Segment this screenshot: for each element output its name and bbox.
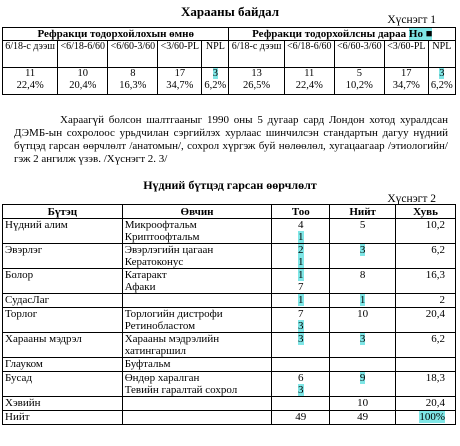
disease-cell [122, 397, 272, 411]
table-row [3, 411, 456, 425]
table1-right-header: <3/60-PL [384, 41, 428, 68]
table1-left-cell: 11 22,4% [3, 68, 58, 95]
total-cell [330, 358, 396, 372]
table1-left-header: <6/60-3/60 [108, 41, 158, 68]
table1-left-header: 6/18-с дээш [3, 41, 58, 68]
total-cell: 9 [330, 372, 396, 397]
table1-group-right: Рефракци тодорхойлсны дараа Но ■ [229, 28, 456, 41]
count-cell [272, 397, 330, 411]
table1-right-cell: 13 26,5% [229, 68, 284, 95]
structure-cell: Глауком [3, 358, 123, 372]
structure-cell: Хэвийн [3, 397, 123, 411]
table-row [3, 358, 456, 372]
count-cell: 4 1 [272, 219, 330, 244]
disease-cell [122, 294, 272, 308]
total-cell: 1 [330, 294, 396, 308]
percent-cell: 20,4 [396, 397, 456, 411]
total-cell: 10 [330, 397, 396, 411]
structure-cell: СудасЛаг [3, 294, 123, 308]
percent-cell [396, 358, 456, 372]
page-title: Харааны байдал [181, 4, 279, 19]
table1-right-cell: 17 34,7% [384, 68, 428, 95]
table-row [3, 294, 456, 308]
table1-left-cell: 10 20,4% [58, 68, 108, 95]
table-row [3, 308, 456, 333]
table-row [3, 372, 456, 397]
table-row [3, 269, 456, 294]
structure-cell: Торлог [3, 308, 123, 333]
table1-left-cell: 8 16,3% [108, 68, 158, 95]
table2-header: Тоо [272, 205, 330, 219]
total-cell: 8 [330, 269, 396, 294]
table1-right-cell: 5 10,2% [334, 68, 384, 95]
refraction-table [2, 27, 456, 95]
percent-cell: 100% [396, 411, 456, 425]
percent-cell: 18,3 [396, 372, 456, 397]
count-cell: 2 1 [272, 244, 330, 269]
table2-header: Нийт [330, 205, 396, 219]
table1-left-cell: 17 34,7% [158, 68, 202, 95]
table1-number: Хүснэгт 1 [387, 14, 436, 26]
disease-cell: Өндөр харалган Тевийн гаралтай сохрол [122, 372, 272, 397]
total-cell: 10 [330, 308, 396, 333]
table-row [3, 397, 456, 411]
table-row [3, 333, 456, 358]
disease-cell [122, 411, 272, 425]
table1-right-header: <6/60-3/60 [334, 41, 384, 68]
table1-right-header: 6/18-с дээш [229, 41, 284, 68]
table-row [3, 219, 456, 244]
table2-header: Хувь [396, 205, 456, 219]
disease-cell: Эвэрлэгийн цагаан Кератоконус [122, 244, 272, 269]
percent-cell: 6,2 [396, 333, 456, 358]
count-cell: 6 3 [272, 372, 330, 397]
count-cell: 1 [272, 294, 330, 308]
table2-header: Өвчин [122, 205, 272, 219]
percent-cell: 16,3 [396, 269, 456, 294]
table1-left-header: <6/18-6/60 [58, 41, 108, 68]
percent-cell: 10,2 [396, 219, 456, 244]
section-subtitle: Нүдний бүтцэд гарсан өөрчлөлт [143, 178, 317, 192]
table1-right-cell: 3 6,2% [428, 68, 455, 95]
total-cell: 3 [330, 333, 396, 358]
percent-cell: 2 [396, 294, 456, 308]
structure-cell: Нүдний алим [3, 219, 123, 244]
count-cell: 3 [272, 333, 330, 358]
table1-left-cell: 3 6,2% [202, 68, 229, 95]
table-row [3, 244, 456, 269]
count-cell [272, 358, 330, 372]
total-cell: 5 [330, 219, 396, 244]
count-cell: 7 3 [272, 308, 330, 333]
structure-cell: Бусад [3, 372, 123, 397]
body-paragraph: Хараагүй болсон шалтгааныг 1990 оны 5 дугаар сард Лондон хотод хуралдсан ДЭМБ-ын сохролоос урьдчилан сэргийлэх хурлаас шинчилсэн стандартын дагуу нүдний бүтцэд гарсан өөрчлөлт /анатомын/, сохрол хүргэж буй нөлөөлөл, хугацаагаар /этиологийн/ гэж 2 ангилж үзэв. /Хүснэгт 2. 3/ [14, 114, 448, 165]
table2-number: Хүснэгт 2 [387, 193, 436, 205]
disease-cell: Микроофтальм Криптоофтальм [122, 219, 272, 244]
disease-cell: Харааны мэдрэлийн хатингаршил [122, 333, 272, 358]
table1-group-left: Рефракци тодорхойлохын өмнө [3, 28, 229, 41]
structure-cell: Харааны мэдрэл [3, 333, 123, 358]
disease-cell: Катаракт Афаки [122, 269, 272, 294]
percent-cell: 20,4 [396, 308, 456, 333]
total-cell: 3 [330, 244, 396, 269]
percent-cell: 6,2 [396, 244, 456, 269]
structure-cell: Эвэрлэг [3, 244, 123, 269]
table1-left-header: <3/60-PL [158, 41, 202, 68]
structure-cell: Болор [3, 269, 123, 294]
count-cell: 49 [272, 411, 330, 425]
count-cell: 1 7 [272, 269, 330, 294]
structure-cell: Нийт [3, 411, 123, 425]
table1-right-header: NPL [428, 41, 455, 68]
table1-right-cell: 11 22,4% [284, 68, 334, 95]
disease-cell: Буфтальм [122, 358, 272, 372]
disease-cell: Торлогийн дистрофи Ретинобластом [122, 308, 272, 333]
eye-structure-table [2, 204, 456, 425]
table1-right-header: <6/18-6/60 [284, 41, 334, 68]
table2-header: Бүтэц [3, 205, 123, 219]
total-cell: 49 [330, 411, 396, 425]
table1-left-header: NPL [202, 41, 229, 68]
